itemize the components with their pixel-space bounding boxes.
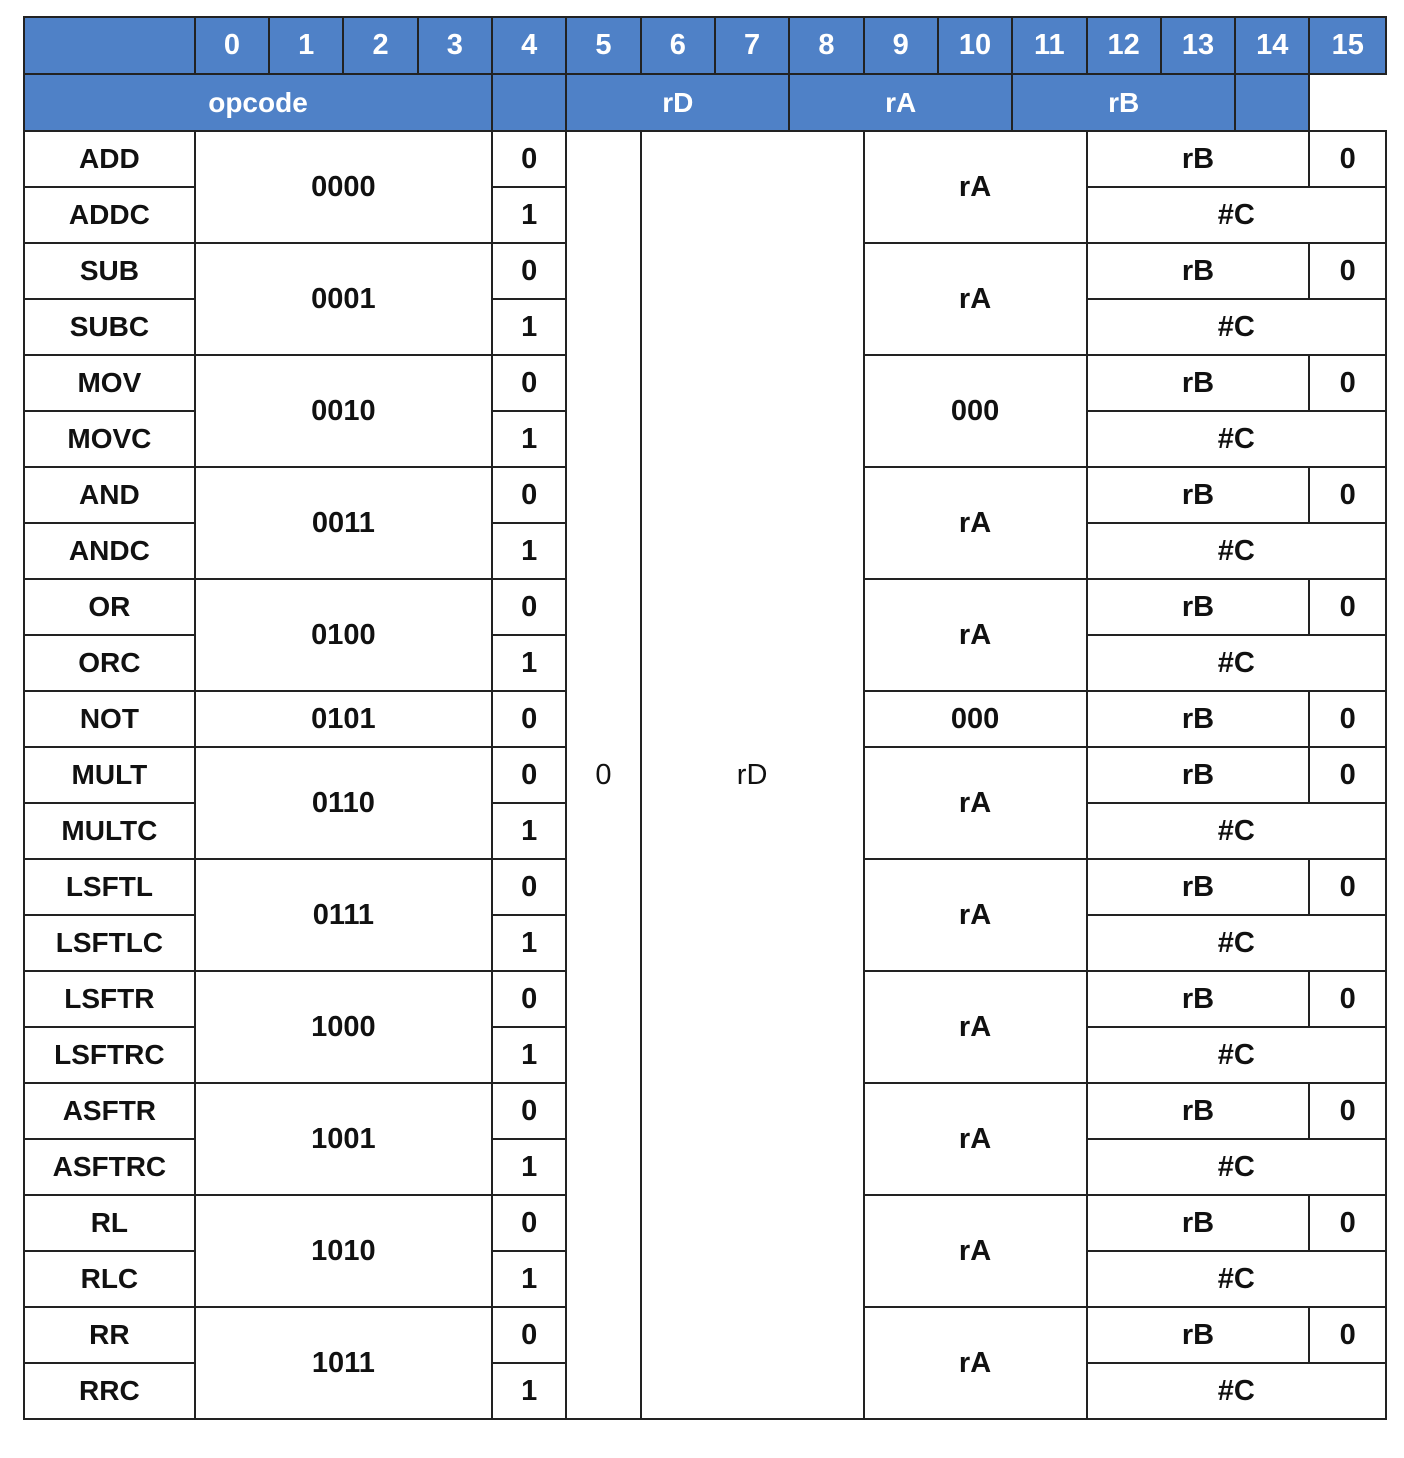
mnemonic-cell: MOVC xyxy=(24,411,195,467)
immediate-cell: #C xyxy=(1087,411,1387,467)
bit15-cell: 0 xyxy=(1309,971,1386,1027)
ra-cell: 000 xyxy=(864,355,1087,467)
bit-index-9: 9 xyxy=(864,17,938,74)
bit4-cell: 0 xyxy=(492,1195,566,1251)
bit-index-1: 1 xyxy=(269,17,343,74)
immediate-cell: #C xyxy=(1087,299,1387,355)
rb-cell: rB xyxy=(1087,355,1310,411)
bit-index-7: 7 xyxy=(715,17,789,74)
bit4-cell: 1 xyxy=(492,1363,566,1419)
rb-cell: rB xyxy=(1087,1083,1310,1139)
bit4-cell: 0 xyxy=(492,1083,566,1139)
opcode-cell: 1000 xyxy=(195,971,492,1083)
bit15-cell: 0 xyxy=(1309,1307,1386,1363)
field-rb-header: rB xyxy=(1012,74,1235,131)
bit4-cell: 1 xyxy=(492,187,566,243)
field-opcode-header: opcode xyxy=(24,74,492,131)
instruction-format-table xyxy=(23,16,1387,1420)
bit4-cell: 1 xyxy=(492,635,566,691)
bit-index-2: 2 xyxy=(343,17,417,74)
mnemonic-cell: ADDC xyxy=(24,187,195,243)
mnemonic-cell: MULT xyxy=(24,747,195,803)
bit15-cell: 0 xyxy=(1309,131,1386,187)
bit-index-5: 5 xyxy=(566,17,640,74)
opcode-cell: 1001 xyxy=(195,1083,492,1195)
immediate-cell: #C xyxy=(1087,523,1387,579)
bit4-cell: 0 xyxy=(492,747,566,803)
field-rd-header: rD xyxy=(566,74,789,131)
rb-cell: rB xyxy=(1087,971,1310,1027)
bit-index-6: 6 xyxy=(641,17,715,74)
header-corner-cell xyxy=(24,17,195,74)
bit4-cell: 0 xyxy=(492,243,566,299)
opcode-cell: 0000 xyxy=(195,131,492,243)
bit4-cell: 0 xyxy=(492,691,566,747)
opcode-cell: 1010 xyxy=(195,1195,492,1307)
immediate-cell: #C xyxy=(1087,1027,1387,1083)
mnemonic-cell: LSFTL xyxy=(24,859,195,915)
immediate-cell: #C xyxy=(1087,1139,1387,1195)
bit-index-header-row xyxy=(24,17,1386,74)
mnemonic-cell: SUB xyxy=(24,243,195,299)
mnemonic-cell: LSFTLC xyxy=(24,915,195,971)
mnemonic-cell: MOV xyxy=(24,355,195,411)
mnemonic-cell: OR xyxy=(24,579,195,635)
mnemonic-cell: ASFTR xyxy=(24,1083,195,1139)
mnemonic-cell: AND xyxy=(24,467,195,523)
ra-cell: rA xyxy=(864,971,1087,1083)
rb-cell: rB xyxy=(1087,859,1310,915)
bit4-cell: 0 xyxy=(492,971,566,1027)
bit-index-4: 4 xyxy=(492,17,566,74)
immediate-cell: #C xyxy=(1087,1251,1387,1307)
bit4-cell: 0 xyxy=(492,859,566,915)
ra-cell: rA xyxy=(864,579,1087,691)
bit-index-13: 13 xyxy=(1161,17,1235,74)
bit15-cell: 0 xyxy=(1309,1195,1386,1251)
immediate-cell: #C xyxy=(1087,1363,1387,1419)
rb-cell: rB xyxy=(1087,1307,1310,1363)
mnemonic-cell: ORC xyxy=(24,635,195,691)
bit-index-3: 3 xyxy=(418,17,492,74)
bit-index-0: 0 xyxy=(195,17,269,74)
bit4-cell: 1 xyxy=(492,1027,566,1083)
rb-cell: rB xyxy=(1087,131,1310,187)
opcode-cell: 0010 xyxy=(195,355,492,467)
ra-cell: rA xyxy=(864,467,1087,579)
mnemonic-cell: RLC xyxy=(24,1251,195,1307)
bit-index-8: 8 xyxy=(789,17,863,74)
mnemonic-cell: RL xyxy=(24,1195,195,1251)
bit15-cell: 0 xyxy=(1309,355,1386,411)
rb-cell: rB xyxy=(1087,747,1310,803)
rb-cell: rB xyxy=(1087,467,1310,523)
rb-cell: rB xyxy=(1087,579,1310,635)
bit4-cell: 0 xyxy=(492,131,566,187)
immediate-cell: #C xyxy=(1087,803,1387,859)
ra-cell: rA xyxy=(864,859,1087,971)
bit15-cell: 0 xyxy=(1309,747,1386,803)
mnemonic-cell: RR xyxy=(24,1307,195,1363)
field-bit5-header xyxy=(492,74,566,131)
ra-cell: rA xyxy=(864,747,1087,859)
bit-index-11: 11 xyxy=(1012,17,1086,74)
bit-index-15: 15 xyxy=(1309,17,1386,74)
ra-cell: rA xyxy=(864,1307,1087,1419)
mnemonic-cell: LSFTR xyxy=(24,971,195,1027)
ra-cell: rA xyxy=(864,131,1087,243)
bit4-cell: 1 xyxy=(492,803,566,859)
bit4-cell: 1 xyxy=(492,915,566,971)
bit4-cell: 0 xyxy=(492,579,566,635)
field-bit15-header xyxy=(1235,74,1309,131)
bit15-cell: 0 xyxy=(1309,579,1386,635)
bit-index-10: 10 xyxy=(938,17,1012,74)
field-name-header-row xyxy=(24,74,1386,131)
opcode-cell: 0100 xyxy=(195,579,492,691)
mnemonic-cell: ADD xyxy=(24,131,195,187)
rb-cell: rB xyxy=(1087,691,1310,747)
instruction-row xyxy=(24,131,1386,187)
bit-index-12: 12 xyxy=(1087,17,1161,74)
bit5-cell: 0 xyxy=(566,131,640,1419)
mnemonic-cell: LSFTRC xyxy=(24,1027,195,1083)
bit4-cell: 1 xyxy=(492,411,566,467)
bit15-cell: 0 xyxy=(1309,243,1386,299)
bit4-cell: 0 xyxy=(492,355,566,411)
ra-cell: rA xyxy=(864,1195,1087,1307)
bit4-cell: 1 xyxy=(492,523,566,579)
bit15-cell: 0 xyxy=(1309,691,1386,747)
bit-index-14: 14 xyxy=(1235,17,1309,74)
opcode-cell: 1011 xyxy=(195,1307,492,1419)
immediate-cell: #C xyxy=(1087,915,1387,971)
bit15-cell: 0 xyxy=(1309,1083,1386,1139)
opcode-cell: 0001 xyxy=(195,243,492,355)
mnemonic-cell: ANDC xyxy=(24,523,195,579)
mnemonic-cell: RRC xyxy=(24,1363,195,1419)
ra-cell: rA xyxy=(864,243,1087,355)
opcode-cell: 0111 xyxy=(195,859,492,971)
bit15-cell: 0 xyxy=(1309,859,1386,915)
bit15-cell: 0 xyxy=(1309,467,1386,523)
mnemonic-cell: MULTC xyxy=(24,803,195,859)
opcode-cell: 0110 xyxy=(195,747,492,859)
opcode-cell: 0101 xyxy=(195,691,492,747)
immediate-cell: #C xyxy=(1087,187,1387,243)
ra-cell: 000 xyxy=(864,691,1087,747)
bit4-cell: 0 xyxy=(492,1307,566,1363)
rb-cell: rB xyxy=(1087,1195,1310,1251)
mnemonic-cell: ASFTRC xyxy=(24,1139,195,1195)
bit4-cell: 0 xyxy=(492,467,566,523)
ra-cell: rA xyxy=(864,1083,1087,1195)
mnemonic-cell: NOT xyxy=(24,691,195,747)
immediate-cell: #C xyxy=(1087,635,1387,691)
rb-cell: rB xyxy=(1087,243,1310,299)
opcode-cell: 0011 xyxy=(195,467,492,579)
rd-cell: rD xyxy=(641,131,864,1419)
bit4-cell: 1 xyxy=(492,1139,566,1195)
field-ra-header: rA xyxy=(789,74,1012,131)
mnemonic-cell: SUBC xyxy=(24,299,195,355)
bit4-cell: 1 xyxy=(492,1251,566,1307)
bit4-cell: 1 xyxy=(492,299,566,355)
